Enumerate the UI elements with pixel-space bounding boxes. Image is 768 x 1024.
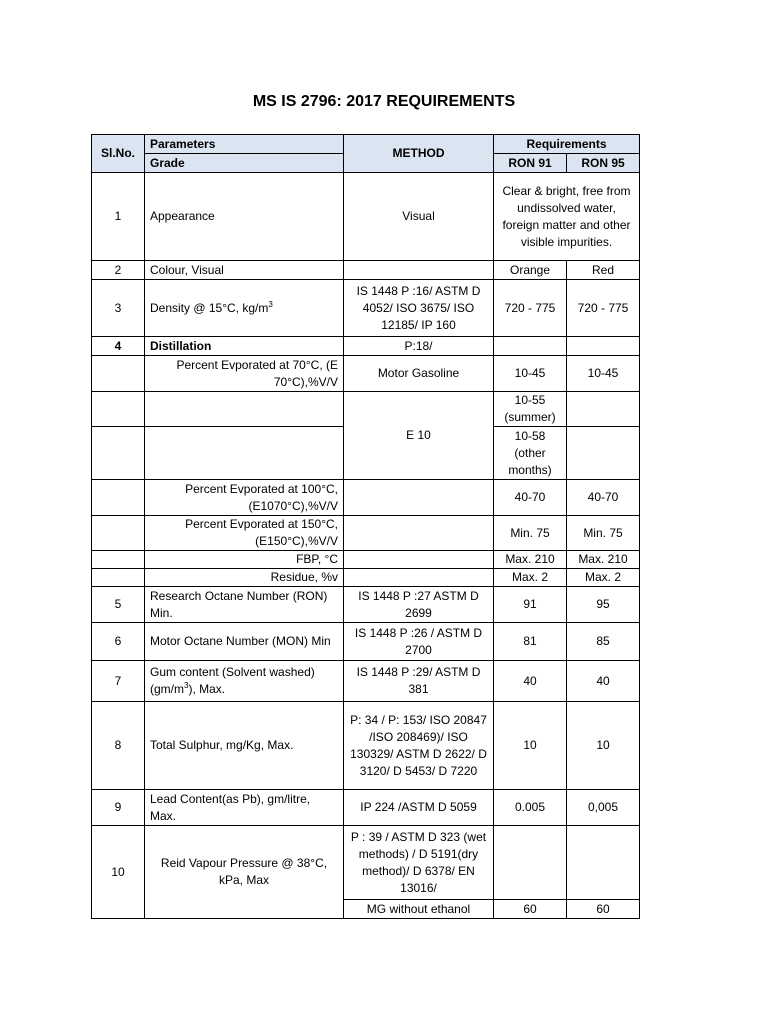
method-cell xyxy=(344,516,494,551)
method-cell: Motor Gasoline xyxy=(344,356,494,392)
row-number: 7 xyxy=(92,661,145,702)
superscript: 3 xyxy=(268,299,273,309)
ron95-cell xyxy=(567,337,640,356)
method-cell xyxy=(344,551,494,569)
ron95-cell: 0,005 xyxy=(567,790,640,826)
header-method: METHOD xyxy=(344,135,494,173)
ron91-cell xyxy=(494,826,567,900)
method-cell xyxy=(344,569,494,587)
row-number: 8 xyxy=(92,702,145,790)
header-row xyxy=(92,135,640,154)
method-cell: Visual xyxy=(344,173,494,261)
ron95-cell xyxy=(567,826,640,900)
parameter-cell: Percent Evporated at 150°C, (E150°C),%V/V xyxy=(145,516,344,551)
row-number: 6 xyxy=(92,623,145,661)
header-requirements: Requirements xyxy=(494,135,640,154)
ron91-cell: 40-70 xyxy=(494,480,567,516)
parameter-text: Density @ 15°C, kg/m xyxy=(150,300,269,315)
ron91-cell: 720 - 775 xyxy=(494,280,567,337)
method-cell: IP 224 /ASTM D 5059 xyxy=(344,790,494,826)
row-number xyxy=(92,356,145,392)
ron91-cell: 91 xyxy=(494,587,567,623)
ron95-cell: 95 xyxy=(567,587,640,623)
parameter-cell: Research Octane Number (RON) Min. xyxy=(145,587,344,623)
parameter-cell xyxy=(145,427,344,480)
header-slno: Sl.No. xyxy=(92,135,145,173)
row-number xyxy=(92,551,145,569)
ron91-cell: Min. 75 xyxy=(494,516,567,551)
header-parameters: Parameters xyxy=(145,135,344,154)
header-grade: Grade xyxy=(145,154,344,173)
parameter-cell: Reid Vapour Pressure @ 38°C, kPa, Max xyxy=(145,826,344,919)
ron91-cell: 0.005 xyxy=(494,790,567,826)
parameter-cell: Percent Evporated at 70°C, (E 70°C),%V/V xyxy=(145,356,344,392)
parameter-cell: Percent Evporated at 100°C, (E1070°C),%V/V xyxy=(145,480,344,516)
table-row xyxy=(92,480,640,516)
page-title: MS IS 2796: 2017 REQUIREMENTS xyxy=(252,93,516,110)
ron95-cell: Min. 75 xyxy=(567,516,640,551)
row-number: 1 xyxy=(92,173,145,261)
requirements-table xyxy=(91,134,640,919)
parameter-cell: Appearance xyxy=(145,173,344,261)
table-row xyxy=(92,516,640,551)
row-number xyxy=(92,569,145,587)
method-cell: IS 1448 P :16/ ASTM D 4052/ ISO 3675/ ISO 12185/ IP 160 xyxy=(344,280,494,337)
parameter-cell: Total Sulphur, mg/Kg, Max. xyxy=(145,702,344,790)
table-row xyxy=(92,569,640,587)
ron91-cell: Max. 210 xyxy=(494,551,567,569)
parameter-cell: Distillation xyxy=(145,337,344,356)
ron91-cell: Orange xyxy=(494,261,567,280)
table-row xyxy=(92,392,640,427)
ron95-cell: 720 - 775 xyxy=(567,280,640,337)
ron91-cell: 10-58 (other months) xyxy=(494,427,567,480)
parameter-cell xyxy=(145,661,344,702)
method-cell: IS 1448 P :27 ASTM D 2699 xyxy=(344,587,494,623)
row-number: 9 xyxy=(92,790,145,826)
table-row xyxy=(92,702,640,790)
method-cell: IS 1448 P :26 / ASTM D 2700 xyxy=(344,623,494,661)
method-cell: P: 34 / P: 153/ ISO 20847 /ISO 208469)/ ISO 130329/ ASTM D 2622/ D 3120/ D 5453/ D 7220 xyxy=(344,702,494,790)
table-row xyxy=(92,356,640,392)
method-cell: E 10 xyxy=(344,392,494,480)
parameter-cell: Motor Octane Number (MON) Min xyxy=(145,623,344,661)
ron91-cell: 10-55 (summer) xyxy=(494,392,567,427)
table-row xyxy=(92,623,640,661)
parameter-text-tail: ), Max. xyxy=(188,682,226,696)
parameter-text: Gum content (Solvent washed) (gm/m xyxy=(150,665,315,696)
requirement-cell: Clear & bright, free from undissolved water, foreign matter and other visible impurities. xyxy=(494,173,640,261)
ron95-cell xyxy=(567,392,640,427)
table-row xyxy=(92,551,640,569)
ron95-cell: 10-45 xyxy=(567,356,640,392)
ron95-cell: Red xyxy=(567,261,640,280)
method-cell: MG without ethanol xyxy=(344,900,494,919)
ron91-cell xyxy=(494,337,567,356)
ron91-cell: Max. 2 xyxy=(494,569,567,587)
row-number: 4 xyxy=(92,337,145,356)
row-number: 5 xyxy=(92,587,145,623)
table-row xyxy=(92,280,640,337)
ron91-cell: 60 xyxy=(494,900,567,919)
ron95-cell: 60 xyxy=(567,900,640,919)
ron91-cell: 10 xyxy=(494,702,567,790)
row-number xyxy=(92,427,145,480)
superscript: 3 xyxy=(184,681,189,690)
ron91-cell: 81 xyxy=(494,623,567,661)
table-row xyxy=(92,173,640,261)
row-number xyxy=(92,392,145,427)
method-cell xyxy=(344,261,494,280)
parameter-cell xyxy=(145,392,344,427)
row-number: 10 xyxy=(92,826,145,919)
table-row xyxy=(92,337,640,356)
ron91-cell: 10-45 xyxy=(494,356,567,392)
table-row xyxy=(92,261,640,280)
parameter-cell: Colour, Visual xyxy=(145,261,344,280)
method-cell: P:18/ xyxy=(344,337,494,356)
row-number: 3 xyxy=(92,280,145,337)
parameter-cell xyxy=(145,280,344,337)
table-row xyxy=(92,587,640,623)
method-cell: IS 1448 P :29/ ASTM D 381 xyxy=(344,661,494,702)
row-number xyxy=(92,516,145,551)
header-ron91: RON 91 xyxy=(494,154,567,173)
ron95-cell xyxy=(567,427,640,480)
ron91-cell: 40 xyxy=(494,661,567,702)
row-number xyxy=(92,480,145,516)
parameter-cell: FBP, °C xyxy=(145,551,344,569)
ron95-cell: 10 xyxy=(567,702,640,790)
ron95-cell: Max. 2 xyxy=(567,569,640,587)
table-row xyxy=(92,790,640,826)
ron95-cell: Max. 210 xyxy=(567,551,640,569)
table-row xyxy=(92,661,640,702)
ron95-cell: 40-70 xyxy=(567,480,640,516)
table-row xyxy=(92,826,640,900)
row-number: 2 xyxy=(92,261,145,280)
method-cell xyxy=(344,480,494,516)
method-cell: P : 39 / ASTM D 323 (wet methods) / D 5191(dry method)/ D 6378/ EN 13016/ xyxy=(344,826,494,900)
header-ron95: RON 95 xyxy=(567,154,640,173)
ron95-cell: 40 xyxy=(567,661,640,702)
parameter-cell: Residue, %v xyxy=(145,569,344,587)
parameter-cell: Lead Content(as Pb), gm/litre, Max. xyxy=(145,790,344,826)
ron95-cell: 85 xyxy=(567,623,640,661)
